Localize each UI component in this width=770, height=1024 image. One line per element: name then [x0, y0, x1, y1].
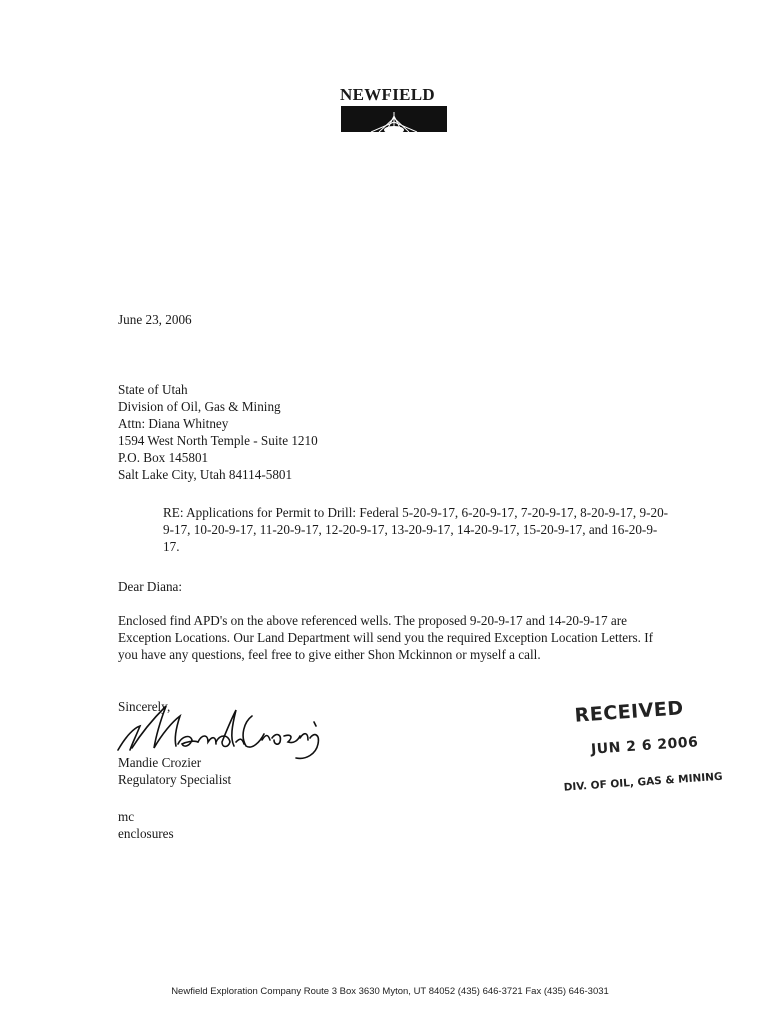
letter-date: June 23, 2006 — [118, 312, 192, 327]
closing: Sincerely, — [118, 699, 171, 714]
address-line: Division of Oil, Gas & Mining — [118, 399, 281, 414]
signer-title: Regulatory Specialist — [118, 772, 232, 787]
stamp-date: JUN 2 6 2006 — [590, 734, 699, 758]
letter-body: Enclosed find APD's on the above referenced wells. The proposed 9-20-9-17 and 14-20-9-17 are Exception Locations. Our Land Department will send you the required Exception Location Letters. If you have any questions, feel free to give either Shon Mckinnon or myself a call. — [118, 613, 654, 662]
company-logo-text: NEWFIELD — [340, 85, 435, 104]
stamp-received: RECEIVED — [573, 697, 685, 727]
address-line: 1594 West North Temple - Suite 1210 — [118, 433, 318, 448]
address-line: P.O. Box 145801 — [118, 450, 209, 465]
salutation: Dear Diana: — [118, 579, 183, 594]
signer-name: Mandie Crozier — [118, 755, 202, 770]
stamp-division: DIV. OF OIL, GAS & MINING — [563, 770, 723, 794]
address-line: Attn: Diana Whitney — [118, 416, 229, 431]
letterhead-footer: Newfield Exploration Company Route 3 Box 3630 Myton, UT 84052 (435) 646-3721 Fax (435) 646-3031 — [171, 986, 609, 997]
address-line: Salt Lake City, Utah 84114-5801 — [118, 467, 293, 482]
address-line: State of Utah — [118, 382, 188, 397]
company-logo-starburst-icon — [341, 106, 447, 132]
typist-initials: mc — [118, 809, 135, 824]
enclosures-note: enclosures — [118, 826, 174, 841]
received-stamp — [556, 694, 734, 826]
recipient-address — [118, 381, 318, 483]
subject-line: RE: Applications for Permit to Drill: Federal 5-20-9-17, 6-20-9-17, 7-20-9-17, 8-20-9-17, 9-20-9-17, 10-20-9-17, 11-20-9-17, 12-20-9-17, 13-20-9-17, 14-20-9-17, 15-20-9-17, and 16-20-9-17. — [163, 505, 669, 554]
